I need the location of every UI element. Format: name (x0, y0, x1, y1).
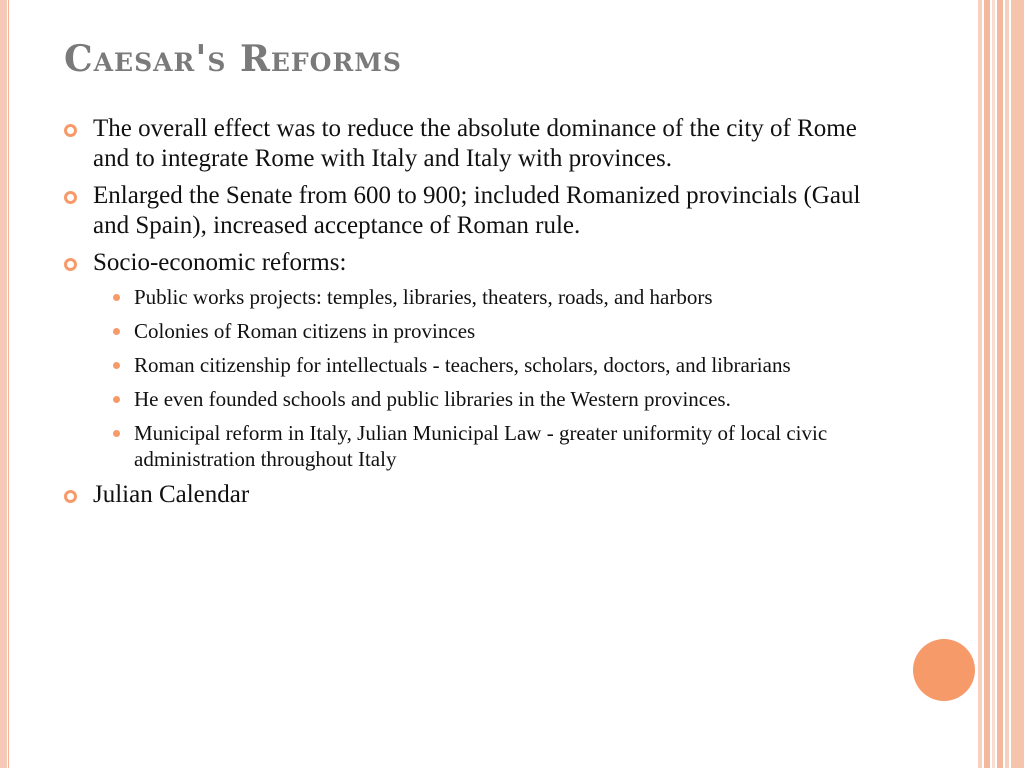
bullet-list (62, 114, 872, 510)
sub-bullet-text: Colonies of Roman citizens in provinces (134, 319, 476, 343)
bullet-ring-icon (64, 490, 77, 503)
sub-bullet-text: Municipal reform in Italy, Julian Municipal Law - greater uniformity of local civic administration throughout Italy (134, 421, 828, 471)
slide-content (62, 114, 872, 517)
sub-bullet-item (93, 352, 872, 378)
right-stripe (1005, 0, 1009, 768)
bullet-dot-icon (113, 430, 120, 437)
bullet-text: Enlarged the Senate from 600 to 900; included Romanized provincials (Gaul and Spain), increased acceptance of Roman rule. (93, 182, 861, 239)
bullet-text: The overall effect was to reduce the absolute dominance of the city of Rome and to integrate Rome with Italy and Italy with provinces. (93, 115, 857, 172)
bullet-text: Socio-economic reforms: (93, 249, 347, 276)
sub-bullet-item (93, 318, 872, 344)
bullet-dot-icon (113, 396, 120, 403)
left-border (0, 0, 7, 768)
bullet-dot-icon (113, 328, 120, 335)
bullet-text: Julian Calendar (93, 481, 250, 508)
bullet-item (62, 480, 872, 510)
sub-bullet-item (93, 284, 872, 310)
right-stripe (1011, 0, 1024, 768)
bullet-item (62, 248, 872, 472)
bullet-item (62, 114, 872, 174)
sub-bullet-item (93, 420, 872, 472)
slide-title: Caesar's Reforms (64, 38, 402, 80)
bullet-dot-icon (113, 294, 120, 301)
left-border-line (8, 0, 9, 768)
right-stripe (992, 0, 995, 768)
right-stripe (984, 0, 990, 768)
sub-bullet-list (93, 284, 872, 472)
bullet-ring-icon (64, 124, 77, 137)
bullet-item (62, 181, 872, 241)
bullet-ring-icon (64, 258, 77, 271)
right-stripe (978, 0, 982, 768)
bullet-ring-icon (64, 191, 77, 204)
sub-bullet-item (93, 386, 872, 412)
sub-bullet-text: Roman citizenship for intellectuals - teachers, scholars, doctors, and librarians (134, 353, 791, 377)
sub-bullet-text: He even founded schools and public libraries in the Western provinces. (134, 387, 731, 411)
sub-bullet-text: Public works projects: temples, libraries, theaters, roads, and harbors (134, 285, 713, 309)
bullet-dot-icon (113, 362, 120, 369)
right-stripe (997, 0, 1003, 768)
decorative-circle (913, 639, 975, 701)
